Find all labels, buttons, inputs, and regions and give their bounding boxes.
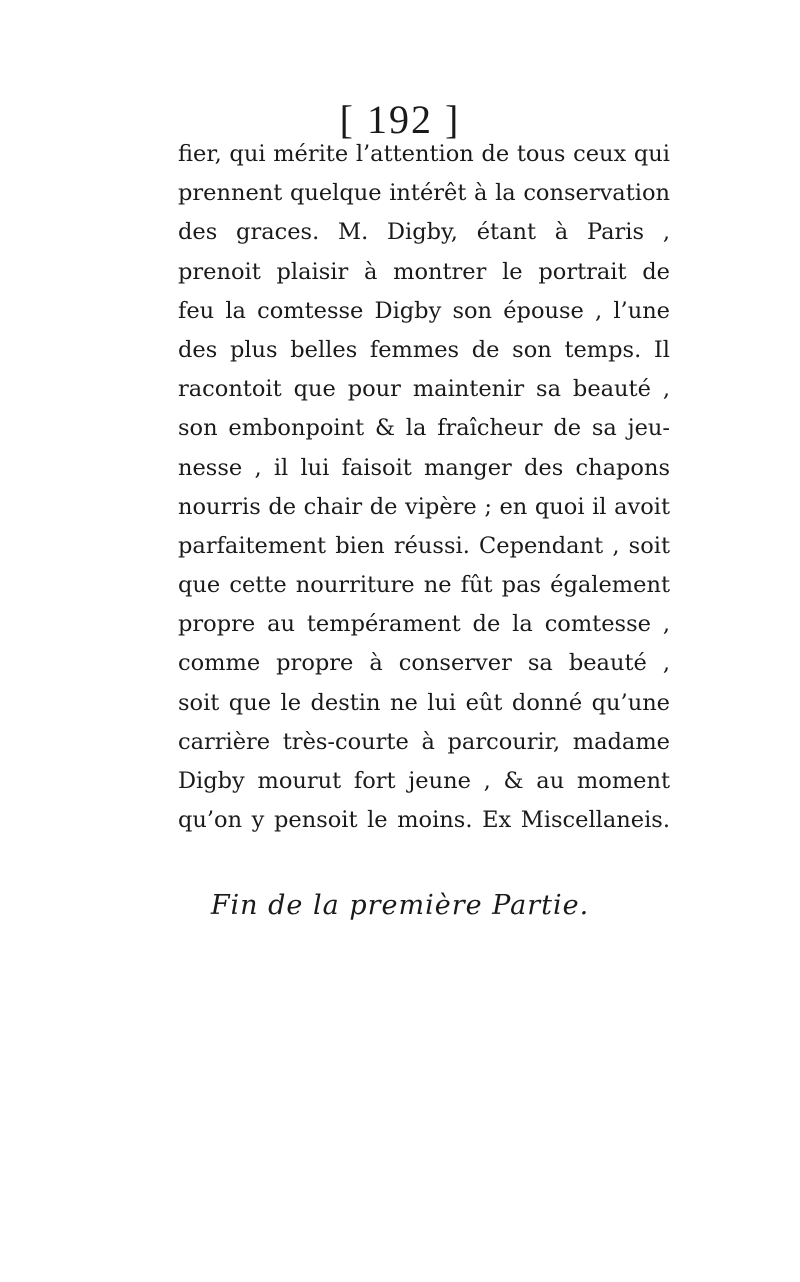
text-line: carrière très-courte à parcourir, madame <box>178 728 670 755</box>
text-line: fier, qui mérite l’attention de tous ceux qui <box>178 141 670 167</box>
text-line: des graces. M. Digby, étant à Paris , <box>178 219 670 246</box>
text-line: nourris de chair de vipère ; en quoi il avoit <box>178 493 670 520</box>
text-line: soit que le destin ne lui eût donné qu’une <box>178 689 670 716</box>
text-line: que cette nourriture ne fût pas également <box>178 572 670 599</box>
text-line: son embonpoint & la fraîcheur de sa jeu- <box>178 415 670 442</box>
text-line: comme propre à conserver sa beauté , <box>178 650 670 677</box>
text-line: prenoit plaisir à montrer le portrait de <box>178 258 670 285</box>
section-end-heading: Fin de la première Partie. <box>210 890 590 921</box>
text-line: des plus belles femmes de son temps. Il <box>178 336 670 363</box>
text-line: feu la comtesse Digby son épouse , l’une <box>178 297 670 324</box>
text-line: propre au tempérament de la comtesse , <box>178 611 670 638</box>
text-line: qu’on y pensoit le moins. Ex Miscellaneis. <box>178 807 670 834</box>
text-line: nesse , il lui faisoit manger des chapons <box>178 454 670 481</box>
text-line: prennent quelque intérêt à la conservation <box>178 180 670 207</box>
text-line: Digby mourut fort jeune , & au moment <box>178 768 670 794</box>
text-line: parfaitement bien réussi. Cependant , soit <box>178 532 670 559</box>
text-line: racontoit que pour maintenir sa beauté , <box>178 376 670 403</box>
page-number: [ 192 ] <box>339 97 461 142</box>
body-text <box>178 135 670 840</box>
